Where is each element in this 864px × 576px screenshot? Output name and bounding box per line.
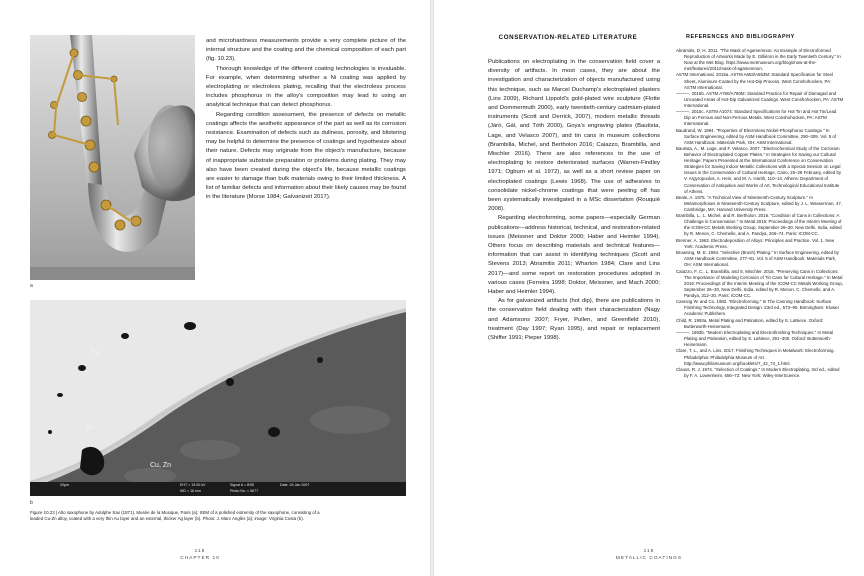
reference-item: Browning, M. E. 1994. "Selective (Brush) Plating." In Surface Engineering, edited by ASM Handbook Committee, 277–81. Vol. 5 of ASM Handbook. Materials Park, OH: ASM International. bbox=[676, 250, 839, 268]
reference-item: ———. 2015b. ASTM A780/A780M: Standard Practice for Repair of Damaged and Uncoated Areas of Hot-Dip Galvanized Coatings. West Conshohocken, PA: ASTM International. bbox=[676, 90, 844, 109]
body-paragraph: Thorough knowledge of the different coating technologies is invaluable. For example, when determining whether a Ni coating was applied by electroplating or electroless plating, recalling that the electroless process includes phosphorus in the alloy's composition may lead to using an analytical technique that can detect phosphorus. bbox=[206, 65, 406, 109]
reference-item: Caiazzo, F. C., L. Brambilla, and S. Mischler. 2016. "Preserving Cans in Collections: The Importance of Modeling Corrosion of Tin Cans for Cultural Heritage." In Metal 2016: Proceedings of the Interim Meeting of the ICOM-CC Metals Working Group, September 26–30, New Delhi, India, edited by R. Menon, C. Chemello, and A. Pandya, 312–20. Paris: ICOM-CC. bbox=[676, 268, 844, 298]
folio-right bbox=[549, 548, 749, 562]
page-number: 119 bbox=[643, 549, 655, 554]
sem-label-cuzn: Cu, Zn bbox=[150, 462, 172, 469]
reference-item: Canning W. and Co. 1982. "Electroforming." In The Canning Handbook: Surface Finishing Technology, Integrated Design. 23rd ed., 573–90. Birmingham: Kluwer Academic Publishers. bbox=[676, 299, 840, 317]
sem-date: Date :24 Jan 2007 bbox=[280, 483, 310, 487]
reference-item: Baudrand, W. 1994. "Properties of Electroless Nickel-Phosphorus Coatings." In Surface Engineering, edited by ASM Handbook Committee, 290–309. Vol. 5 of ASM Handbook. Materials Park, OH: ASM International. bbox=[676, 127, 837, 145]
reference-item: Bautista, A., M. Lage, and F. Velasco. 2007. "Electrochemical Study of the Corrosion Behavior of Electroplated Copper Plates." In Strategies for Saving our Cultural Heritage: Papers Presented at the International Conference on Conservation Strategies for Saving Indoor Metallic Collections with a Special Session on Legal Issues in the Conservation of Cultural Heritage, Cairo, 25–28 February, edited by V. Argyropoulos, A. Hein, and M. A. Harith, 110–14. Athens: Department of Conservation of Antiquities and Works of Art, Technological Educational Institute of Athens. bbox=[676, 146, 842, 194]
reference-item: Brambilla, L., L. Michel, and R. Bertholon. 2016. "Condition of Cans in Collections: A Challenge in Conservation." In Metal 2016: Proceedings of the Interim Meeting of the ICOM-CC Metals Working Group, September 26–30, New Delhi, India, edited by R. Menon, C. Chemello, and A. Pandya, 266–74. Paris: ICOM-CC. bbox=[676, 213, 842, 237]
left-body-text bbox=[206, 37, 406, 203]
reference-item: ASTM International. 2015a. ASTM A653/A653M: Standard Specification for Steel Sheet, Aluminum-Coated by the Hot-Dip Process. West Conshohocken, PA: ASTM International. bbox=[676, 72, 833, 90]
reference-item: Clare, T. L., and A. Lins. 2017. Finishing Techniques in Metalwork: Electroforming. Philadelphia: Philadelphia Museum of Art. http://www.philamuseum.org/booklets/7_42_74_1.html. bbox=[676, 348, 835, 366]
sem-photo-no: Photo No. = 5677 bbox=[230, 489, 259, 493]
sem-signal: Signal A = BSE bbox=[230, 483, 255, 487]
body-paragraph: and microhardness measurements provide a very complete picture of the internal structure and the coating and the chemical composition of each part (fig. 10.23). bbox=[206, 38, 406, 63]
sem-label-au: Au bbox=[86, 424, 95, 431]
body-paragraph: Regarding electroforming, some papers—especially German publications—address historical, technical, and restoration-related issues (Meissner and Doktor 2000; Haber and Heimler 1994). Others focus on describing materials and technical features—information that can assist in identifying techniques (Scott and Stevens 2013; Abramitis 2011; Wharton 1984; Clare and Lins 2017)—and some report on restoration procedures adopted in various cases (Ferreira 1998; Doktor, Meissner, and Mach 2000; Haber and Heimler 1994). bbox=[488, 215, 660, 296]
body-paragraph: Publications on electroplating in the conservation field cover a diversity of artifacts. In most cases, they are about the investigation and characterization of objects manufactured using this technique, such as Marcel Duchamp's electroplated plasters (Lins 2009), Richard Lippold's gold-plated wire sculpture (Flotte and Dommermuth 2000), early twentieth-century cadmium-plated instruments (Scott and Derrick, 2007), modern metallic threads (Járó, Gál, and Tóth 2000), Goya's engraving plates (Bautista, Lage, and Velasco 2007), and tin cans in museum collections (Brambilla, Michel, and Bertholon 2016; Caiazzo, Brambilla, and Mischler 2016). There are also references to the use of electroplating to restore deteriorated surfaces (Warren-Findley 1971; Ogburn et al. 1972), as well as a short review paper on electroplated coatings (Lewis 1968). The use of adhesives to consolidate nickel-chrome coatings that were peeling off has been systematically investigated in a MSc dissertation (Rouquié 2008). bbox=[488, 59, 660, 213]
body-paragraph: As for galvanized artifacts (hot dip), there are publications in the conservation field dealing with their characterization (Nagy and Adamsons 2007; Fryer, Pullen, and Greenfield 2010), treatment (Day 1997; Ryan 1995), and repair or replacement (Shiffer 1991; Pieper 1998). bbox=[488, 298, 660, 342]
reference-item: Brenner, A. 1963. Electrodeposition of Alloys: Principles and Practice. Vol. 1. New York: Academic Press. bbox=[676, 237, 835, 249]
reference-item: Clauss, R. J. 1974. "Selection of Coatings." In Modern Electroplating, 3rd ed., edited by F. A. Lowenheim, 656–72. New York: Wiley-InterScience. bbox=[676, 366, 840, 378]
sem-micrograph bbox=[30, 300, 406, 496]
page-number: 118 bbox=[194, 549, 206, 554]
conservation-body-text bbox=[488, 58, 660, 343]
running-footer: CHAPTER 10 bbox=[180, 556, 220, 561]
reference-list bbox=[676, 48, 844, 379]
figure-label-b: b bbox=[30, 500, 33, 506]
sem-data-bar bbox=[30, 482, 406, 496]
sem-layers-illustration bbox=[30, 300, 406, 496]
figure-caption: Figure 10.23 | Alto saxophone by Adolphe Sax (1871), Musée de la Musique, Paris (a); SEM of a polished extremity of the saxophone, consisting of a leaded Cu-Zn alloy, coated with a very thin Au layer and an external, thicker Ag layer (b). Photo: J. Marc Anglès (a); image: Virginia Costa (b). bbox=[30, 510, 320, 522]
reference-item: ———. 2015c. ASTM A1074: Standard Specifications for Hot Tin and Hot Tin/Lead Dip on Ferrous and Non-Ferrous Metals. West Conshohocken, PA: ASTM International. bbox=[676, 109, 837, 127]
figure-label-a: a bbox=[30, 283, 33, 289]
reference-item: Beale, A. 1975. "A Technical View of Nineteenth-Century Sculpture." In Metamorphoses in Nineteenth-Century Sculpture, edited by J. L. Wasserman, 47. Cambridge, MA: Harvard University Press. bbox=[676, 194, 842, 212]
saxophone-illustration bbox=[30, 35, 195, 280]
sem-eht: EHT = 15.00 kV bbox=[180, 483, 206, 487]
reference-item: ———. 1993b. "Modern Electroplating and Electrofinishing Techniques." In Metal Plating and Patination, edited by S. LaNiece, 291–300. Oxford: Butterworth-Heinemann. bbox=[676, 330, 834, 348]
left-page bbox=[0, 0, 430, 576]
saxophone-photo bbox=[30, 35, 195, 280]
running-footer: METALLIC COATINGS bbox=[615, 556, 683, 561]
body-paragraph: Regarding condition assessment, the presence of defects on metallic coatings affects the aesthetic appearance of the part as well as its corrosion resistance. Examination of defects such as dullness, porosity, and blistering may be helpful to determine the presence of coatings and hypothesize about their nature. Defects may originate from the object's manufacture, because of inappropriate substrate preparation or problems during plating. They may also have been created during the object's life, because metallic coatings are easier to damage than bulk materials owing to their limited thickness. A list of familiar defects and information about their likely causes may be found in the literature (Morse 1984; Galvanizeit 2017). bbox=[206, 111, 406, 201]
references-heading: REFERENCES AND BIBLIOGRAPHY bbox=[686, 34, 795, 40]
sem-label-ag: Ag bbox=[90, 348, 99, 355]
sem-wd: WD = 16 mm bbox=[180, 489, 202, 493]
section-heading: CONSERVATION-RELATED LITERATURE bbox=[498, 34, 638, 41]
folio-left bbox=[100, 548, 300, 562]
reference-item: Child, R. 1993a. Metal Plating and Patination, edited by S. LaNiece. Oxford: Butterworth-Heinemann. bbox=[676, 317, 824, 329]
sem-scale: 20μm bbox=[60, 483, 70, 487]
right-page bbox=[434, 0, 864, 576]
reference-item: Abramitis, D. H. 2011. "The Mask of Agamemnon: An Example of Electroformed Reproduction of Artworks Made by E. Gilliéron in the Early Twentieth Century." In Now at the Met Blog. https://www.metmuseum.org/blogs/now-at-the-met/features/2011/mask-of-agamemnon. bbox=[676, 48, 841, 72]
